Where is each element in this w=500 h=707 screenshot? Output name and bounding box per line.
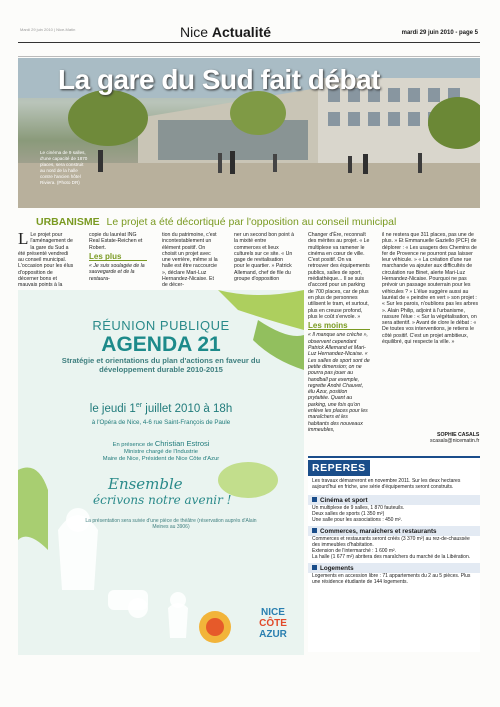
ad-partner-logo (193, 607, 237, 647)
headline-kicker: URBANISME (36, 216, 100, 228)
header-rule (18, 42, 480, 43)
photo-caption: Le cinéma de 9 salles, d'une capacité de 1870 places, sera construit au nord de la halle contre l'ancien hôtel Riviera. (Photo DR) (40, 150, 88, 185)
col4-text: ner un second bon point à la mixité entre commerces et lieux culturels sur ce site. « Un gage de revitalisation pour le quartier. » Patrick Allemand, chef de file du groupe d'opposition (234, 232, 294, 283)
logo-line-3: AZUR (259, 629, 287, 640)
col5-text-b: « Il manque une crèche », observent cependant Patrick Allemand et Mari-Luz Hernandez-Nicaise. « Les salles de sport sont de petite dimension; on ne pourra pas jouer au handball par exemple, regrette André Chauvet, élu Azur, position prytaitée. Quant au parking, une fois qu'on enlève les places pour les maraîchers et les habitants des nouveaux immeubles, (308, 332, 370, 433)
reperes-line: Une salle pour les associations : 450 m². (312, 517, 403, 523)
agenda21-advertisement (18, 290, 304, 655)
section-city: Nice (180, 24, 209, 40)
logo-line-1: NICE (261, 607, 285, 618)
ad-presence-name: Christian Estrosi (154, 439, 210, 448)
headline-text: Le projet a été décortiqué par l'opposition au conseil municipal (106, 216, 397, 228)
article-column-1 (18, 229, 74, 289)
ad-presence-label: En présence de Christian Estrosi (112, 439, 210, 448)
header-tiny-text: Mardi 29 juin 2010 | Nice-Matin (20, 27, 76, 32)
author-name: SOPHIE CASALS (437, 432, 480, 438)
article-column-6 (382, 232, 480, 347)
bullet-square-icon (312, 528, 317, 533)
nice-cote-azur-logo (248, 607, 298, 647)
article-column-3 (162, 232, 220, 291)
section-title (180, 24, 271, 40)
reperes-section-logements: Logements (308, 563, 480, 573)
photo-title: La gare du Sud fait débat (58, 64, 380, 95)
reperes-line: Commerces et restaurants seront créés (3 370 m²) au rez-de-chaussée des immeubles d'habitation. (312, 536, 470, 548)
reperes-line: Un multiplexe de 9 salles, 1 870 fauteuils. (312, 505, 405, 511)
article-column-2 (89, 232, 147, 284)
section-les-plus: Les plus (89, 254, 147, 261)
section-les-moins: Les moins (308, 323, 370, 330)
logo-line-2: CÔTE (259, 618, 287, 629)
drop-cap: L (18, 229, 29, 248)
col3-text: tion du patrimoine, c'est incontestablement un élément positif. On choisit un projet avec une verrière, même si la halle est être raccourcie », déclare Mari-Luz Hernandez-Nicaise. Et de décer- (162, 232, 218, 289)
ad-date-sup: er (135, 402, 143, 409)
reperes-intro: Les travaux démarreront en novembre 2011. Sur les deux hectares aujourd'hui en friche, une série d'équipements seront construits. (312, 478, 461, 490)
reperes-box (308, 456, 480, 652)
reperes-line: La halle (1 677 m²) abritera des maraîchers du marché de la Libération. (312, 554, 471, 560)
ad-presence (18, 440, 304, 463)
page-date: mardi 29 juin 2010 - page 5 (401, 30, 478, 36)
section-name: Actualité (211, 24, 272, 40)
col1-text: Le projet pour l'aménagement de la gare du Sud a été présenté vendredi au conseil municipal. L'occasion pour les élus d'opposition de décerner bons et mauvais points à la (18, 232, 74, 289)
ad-footer-text: La présentation sera suivie d'une pièce de théâtre (réservation auprès d'Alain Meines au 3906) (85, 518, 257, 530)
author-email: scasals@nicematin.fr (430, 438, 480, 445)
photo-top-rule (18, 56, 480, 57)
reperes-title: REPERES (308, 460, 370, 476)
ad-reunion-title: RÉUNION PUBLIQUE (92, 318, 230, 333)
ad-place: à l'Opéra de Nice, 4-6 rue Saint-François de Paule (91, 419, 231, 426)
ad-strategy-text: Stratégie et orientations du plan d'actions en faveur du développement durable 2010-2015 (61, 356, 261, 374)
ad-date-pre: le jeudi 1 (89, 402, 136, 415)
ad-presence-role1: Ministre chargé de l'Industrie (124, 449, 198, 455)
ad-presence-role2: Maire de Nice, Président de Nice Côte d'Azur (102, 456, 220, 462)
ad-date-post: juillet 2010 à 18h (142, 402, 233, 415)
article-column-4 (234, 232, 294, 284)
col6-text: il ne restera que 311 places, pas une de plus. » Et Emmanuelle Gaziello (PCF) de déplorer : « Les usagers des Chemins de fer de Provence ne pourront pas laisser leur véhicule. » « La création d'une rue marchande va ajouter aux difficultés de circulation rue Binet, alerte Mari-Luz Hernandez-Nicaise. Pourquoi ne pas prévoir un passage souterrain pour les véhicules ? » L'élue suggère aussi au lauréat de « peindre en vert » son projet : « Sur les parois, n'oublions pas les arbres ». Alain Philip, adjoint à l'urbanisme, rassure l'élue : « Sur la végétalisation, on sera attentif. » Avant de clore le débat : « De toutes vos interventions, je retiens le côté positif. C'est un projet ambitieux, équilibré, qui respecte la ville. » (382, 232, 479, 346)
col2-text-b: « Je suis soulagée de la sauvegarde et de la restaura- (89, 263, 145, 282)
reperes-section-commerces: Commerces, maraîchers et restaurants (308, 526, 480, 536)
article-column-5 (308, 232, 370, 435)
reperes-section-cinema: Cinéma et sport (308, 495, 480, 505)
ad-agenda-title: AGENDA 21 (101, 333, 221, 356)
station-photo (18, 58, 480, 208)
ad-date (18, 402, 304, 415)
reperes-line: Deux salles de sports (1 350 m²) (312, 511, 385, 517)
article-signature (430, 432, 479, 444)
bullet-square-icon (312, 565, 317, 570)
ad-ecrivons: écrivons notre avenir ! (93, 493, 232, 507)
col5-text-a: Changer d'Ère, reconnaît des mérites au projet. « Le multiplexe va ramener le cinéma en cœur de ville. C'est positif. On va retrouver des équipements publics, salles de sport, médiathèque... Il se suis d'accord pour un parking de 700 places, car de plus en plus de personnes utilisent le tram, et surtout, plus en creuse profond, plus le coût s'envole. » (308, 232, 370, 320)
reperes-line: Logements en accession libre : 71 appartements du 2 au 5 pièces. Plus une résidence étudiante de 144 logements. (312, 573, 471, 585)
col2-text-a: copie du lauréat ING Real Estate-Reichen et Robert. (89, 232, 143, 251)
bullet-square-icon (312, 497, 317, 502)
article-headline (36, 216, 396, 228)
ad-ensemble: Ensemble (108, 475, 183, 493)
reperes-line: Extension de l'intermarché : 1 600 m². (312, 548, 397, 554)
